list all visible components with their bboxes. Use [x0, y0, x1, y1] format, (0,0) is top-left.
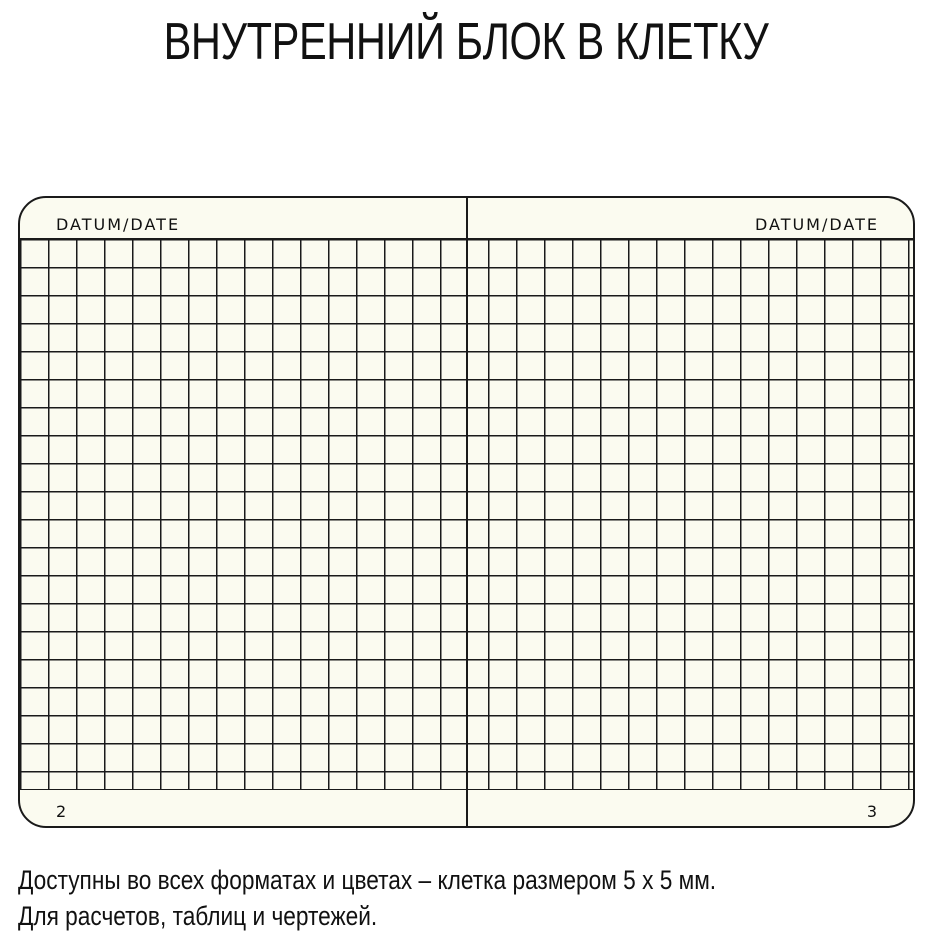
date-label-right: DATUM/DATE [754, 215, 879, 234]
page-number-right: 3 [866, 802, 877, 821]
right-page [468, 198, 913, 826]
grid-left [20, 238, 466, 790]
page-number-left: 2 [56, 802, 67, 821]
caption [18, 862, 774, 934]
grid-right [468, 238, 913, 790]
caption-line-1: Доступны во всех форматах и цветах – клетка размером 5 х 5 мм. [18, 865, 717, 895]
page-title: ВНУТРЕННИЙ БЛОК В КЛЕТКУ [163, 13, 769, 71]
date-label-left: DATUM/DATE [56, 215, 181, 234]
notebook-spread [18, 196, 915, 828]
caption-line-2: Для расчетов, таблиц и чертежей. [18, 901, 378, 931]
left-page [20, 198, 468, 826]
